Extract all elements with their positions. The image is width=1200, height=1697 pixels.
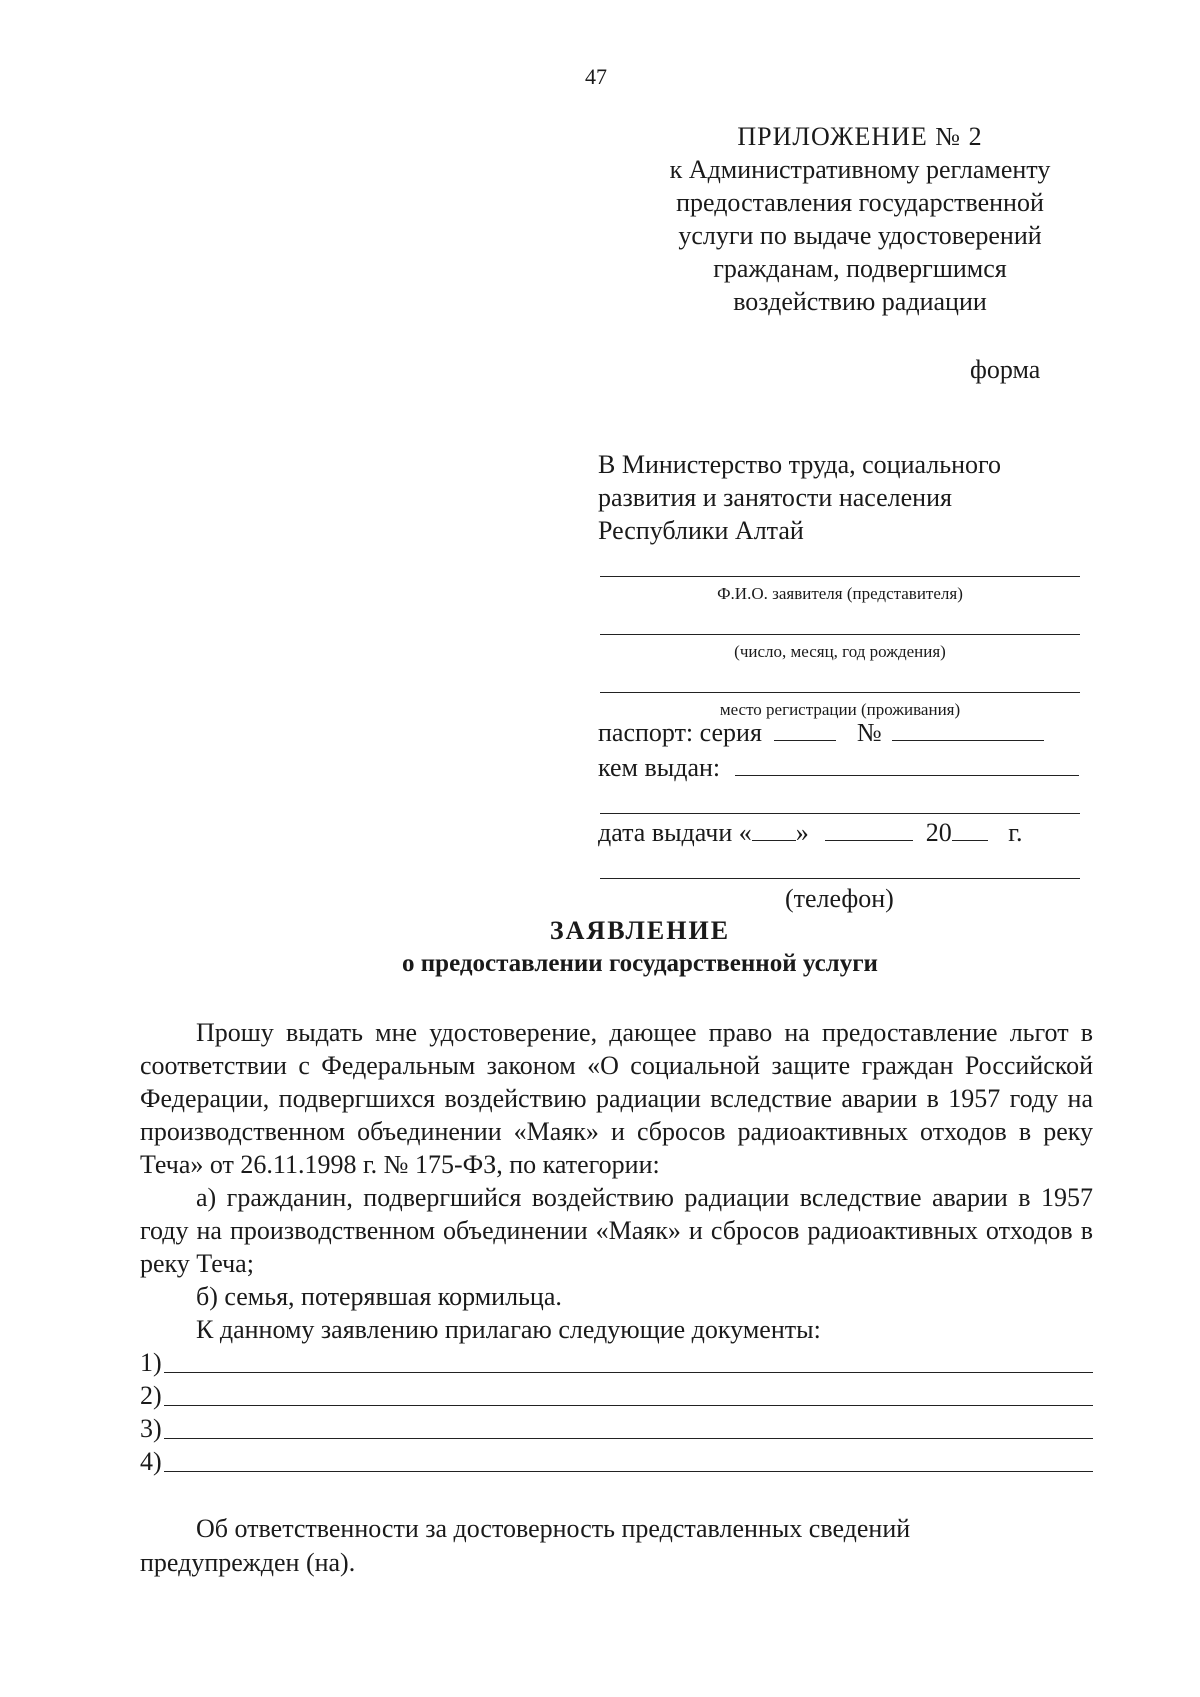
addressee-block xyxy=(598,448,1001,547)
phone-field-line[interactable] xyxy=(600,878,1080,879)
issued-by-field[interactable] xyxy=(735,755,1079,776)
name-field-line[interactable] xyxy=(600,576,1080,577)
attachment-line[interactable] xyxy=(140,1381,1093,1411)
name-field-caption: Ф.И.О. заявителя (представителя) xyxy=(717,584,963,603)
issued-by-field-continuation[interactable] xyxy=(600,813,1080,814)
attachment-number: 3) xyxy=(140,1414,162,1443)
addressee-line: Республики Алтай xyxy=(598,516,804,545)
document-title: ЗАЯВЛЕНИЕ xyxy=(549,916,731,945)
issued-by-row xyxy=(598,753,1079,783)
request-text: Прошу выдать мне удостоверение, дающее право на предоставление льгот в соответствии с Федеральным законом «О социальной защите граждан Российской Федерации, подвергшихся воздействию радиации вследствие аварии в 1957 году на производственном объединении «Маяк» и сбросов радиоактивных отходов в реку Теча» от 26.11.1998 г. № 175-ФЗ, по категории: xyxy=(140,1018,1093,1179)
category-a-text: а) гражданин, подвергшийся воздействию радиации вследствие аварии в 1957 году на производственном объединении «Маяк» и сбросов радиоактивных отходов в реку Теча; xyxy=(140,1183,1093,1278)
issue-day-field[interactable] xyxy=(752,820,796,841)
appendix-line: гражданам, подвергшимся xyxy=(713,254,1007,283)
category-b-text: б) семья, потерявшая кормильца. xyxy=(196,1282,562,1311)
attachment-line[interactable] xyxy=(140,1414,1093,1444)
issued-by-label: кем выдан: xyxy=(598,753,721,782)
responsibility-statement xyxy=(140,1512,1093,1580)
responsibility-line: Об ответственности за достоверность представленных сведений xyxy=(196,1514,911,1543)
appendix-title: ПРИЛОЖЕНИЕ № 2 xyxy=(737,122,983,151)
passport-row xyxy=(598,718,1044,748)
form-label: форма xyxy=(970,355,1041,384)
appendix-line: к Административному регламенту xyxy=(669,155,1051,184)
attachment-number: 4) xyxy=(140,1447,162,1476)
issue-month-field[interactable] xyxy=(825,820,913,841)
attachment-number: 1) xyxy=(140,1348,162,1377)
issue-date-close-quote: » xyxy=(795,818,809,847)
phone-caption: (телефон) xyxy=(785,884,894,913)
addressee-line: развития и занятости населения xyxy=(598,483,952,512)
attachment-field[interactable] xyxy=(164,1372,1093,1373)
address-field-line[interactable] xyxy=(600,692,1080,693)
attachment-line[interactable] xyxy=(140,1348,1093,1378)
attachments-intro: К данному заявлению прилагаю следующие документы: xyxy=(196,1315,821,1344)
issue-date-label: дата выдачи « xyxy=(598,818,752,847)
attachment-field[interactable] xyxy=(164,1471,1093,1472)
attachment-line[interactable] xyxy=(140,1447,1093,1477)
passport-series-label: паспорт: серия xyxy=(598,718,762,747)
attachment-number: 2) xyxy=(140,1381,162,1410)
addressee-line: В Министерство труда, социального xyxy=(598,450,1002,479)
attachment-field[interactable] xyxy=(164,1405,1093,1406)
address-caption: место регистрации (проживания) xyxy=(719,700,961,719)
passport-number-label: № xyxy=(856,718,882,747)
issue-year-field[interactable] xyxy=(952,820,988,841)
appendix-header xyxy=(610,120,1110,318)
passport-series-field[interactable] xyxy=(774,720,836,741)
page-number: 47 xyxy=(585,64,607,89)
passport-number-field[interactable] xyxy=(892,720,1044,741)
appendix-line: услуги по выдаче удостоверений xyxy=(678,221,1042,250)
appendix-line: воздействию радиации xyxy=(733,287,987,316)
responsibility-line: предупрежден (на). xyxy=(140,1548,356,1577)
birth-date-caption: (число, месяц, год рождения) xyxy=(734,642,946,661)
appendix-line: предоставления государственной xyxy=(676,188,1044,217)
issue-date-row xyxy=(598,818,1023,848)
request-paragraph xyxy=(140,1016,1093,1346)
birth-date-field-line[interactable] xyxy=(600,634,1080,635)
issue-year-suffix: г. xyxy=(1008,818,1023,847)
attachment-field[interactable] xyxy=(164,1438,1093,1439)
document-subtitle: о предоставлении государственной услуги xyxy=(402,950,878,977)
issue-year-prefix: 20 xyxy=(925,818,952,847)
